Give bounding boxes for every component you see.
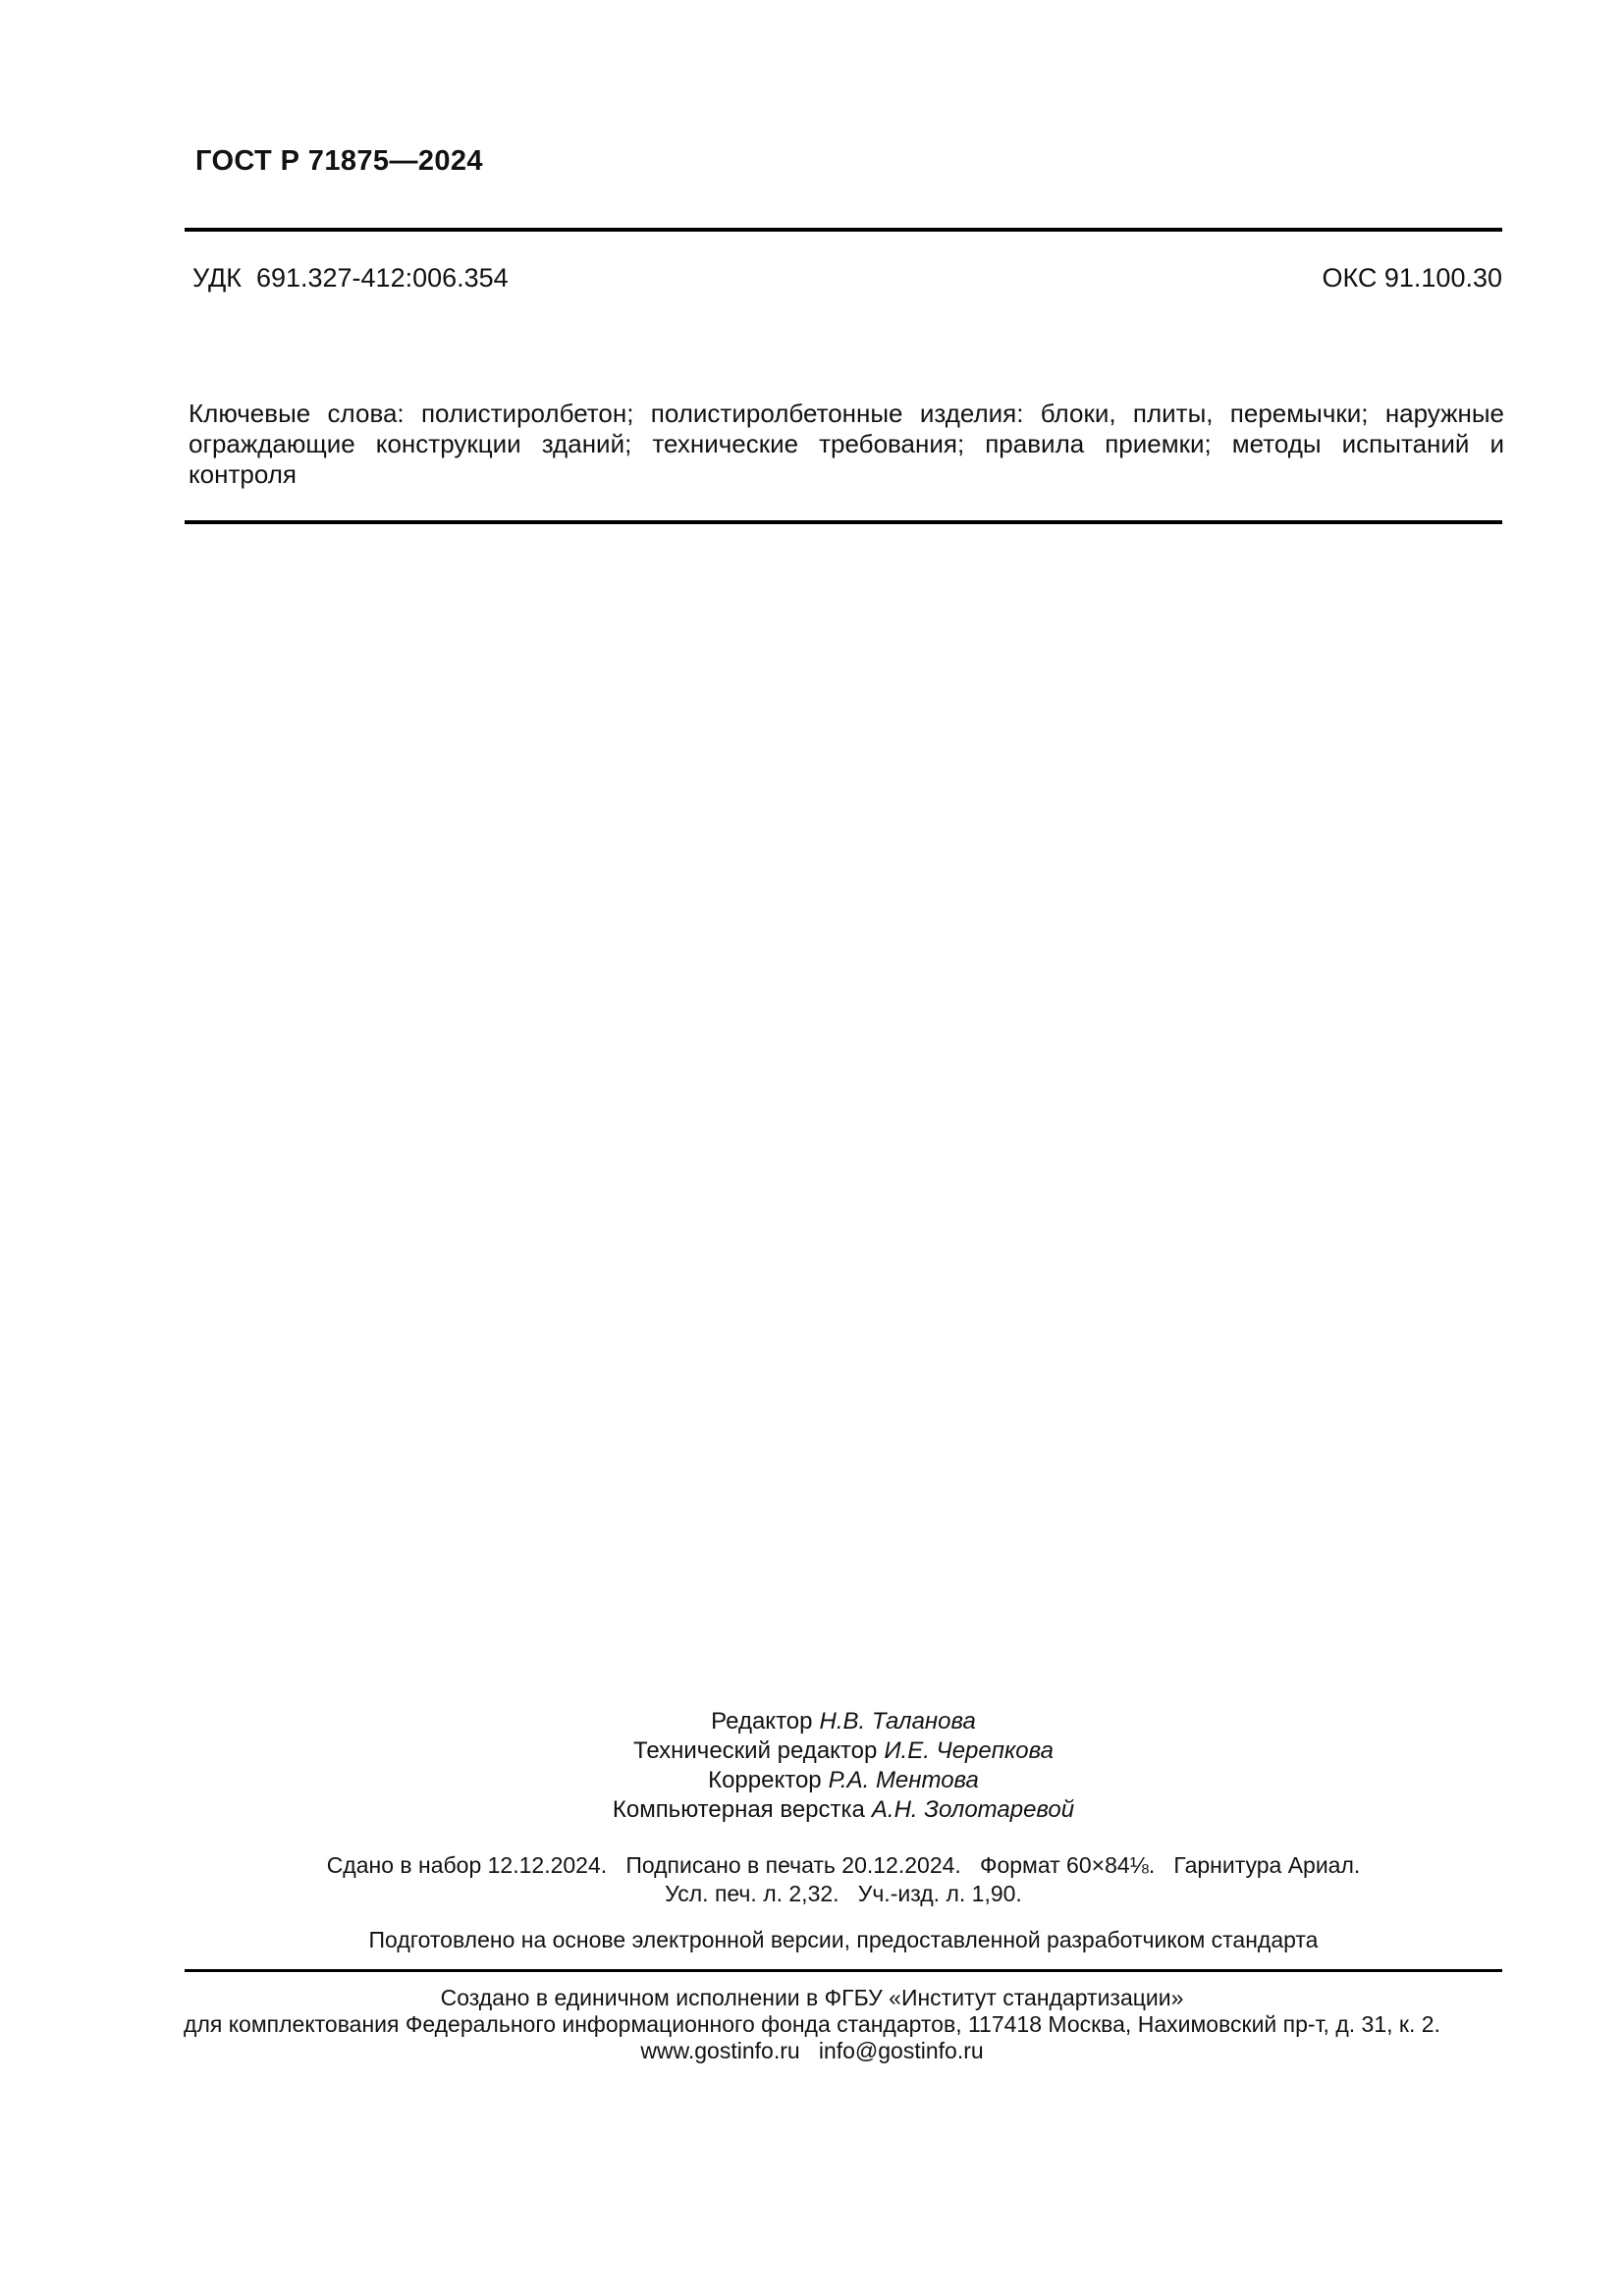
classification-row [192, 263, 1502, 294]
editor-name: И.Е. Черепкова [884, 1737, 1054, 1764]
divider-middle [185, 520, 1502, 524]
editor-role: Редактор [711, 1708, 813, 1735]
divider-bottom [185, 1969, 1502, 1972]
doc-number: ГОСТ Р 71875—2024 [195, 145, 483, 177]
editor-line [185, 1766, 1502, 1795]
issuer-block [154, 1985, 1470, 2064]
oks-code: ОКС 91.100.30 [1322, 263, 1502, 293]
udk-code: УДК 691.327-412:006.354 [192, 263, 509, 293]
issuer-line-1: Создано в единичном исполнении в ФГБУ «Институт стандартизации» [440, 1985, 1184, 2010]
editor-role: Технический редактор [633, 1737, 878, 1764]
editors-block [185, 1707, 1502, 1825]
divider-top [185, 228, 1502, 232]
editor-line [185, 1707, 1502, 1736]
imprint-line-1: Сдано в набор 12.12.2024. Подписано в печать 20.12.2024. Формат 60×84⅛. Гарнитура Ариал. [326, 1852, 1361, 1878]
editor-name: Р.А. Ментова [828, 1767, 979, 1793]
editor-name: А.Н. Золотаревой [871, 1796, 1075, 1823]
issuer-line-2: для комплектования Федерального информационного фонда стандартов, 117418 Москва, Нахимовский пр-т, д. 31, к. 2. [184, 2011, 1440, 2037]
keywords-paragraph: Ключевые слова: полистиролбетон; полистиролбетонные изделия: блоки, плиты, перемычки; наружные ограждающие конструкции зданий; технические требования; правила приемки; методы испытаний и контроля [189, 399, 1504, 489]
imprint-line-2: Усл. печ. л. 2,32. Уч.-изд. л. 1,90. [665, 1881, 1022, 1906]
issuer-contacts: www.gostinfo.ru info@gostinfo.ru [640, 2038, 984, 2063]
editor-name: Н.В. Таланова [819, 1708, 976, 1735]
editor-role: Компьютерная верстка [612, 1796, 865, 1823]
editor-line [185, 1795, 1502, 1825]
editor-role: Корректор [708, 1767, 822, 1793]
prepared-note: Подготовлено на основе электронной версии, предоставленной разработчиком стандарта [368, 1927, 1319, 1952]
editor-line [185, 1736, 1502, 1766]
imprint-block [185, 1851, 1502, 1908]
